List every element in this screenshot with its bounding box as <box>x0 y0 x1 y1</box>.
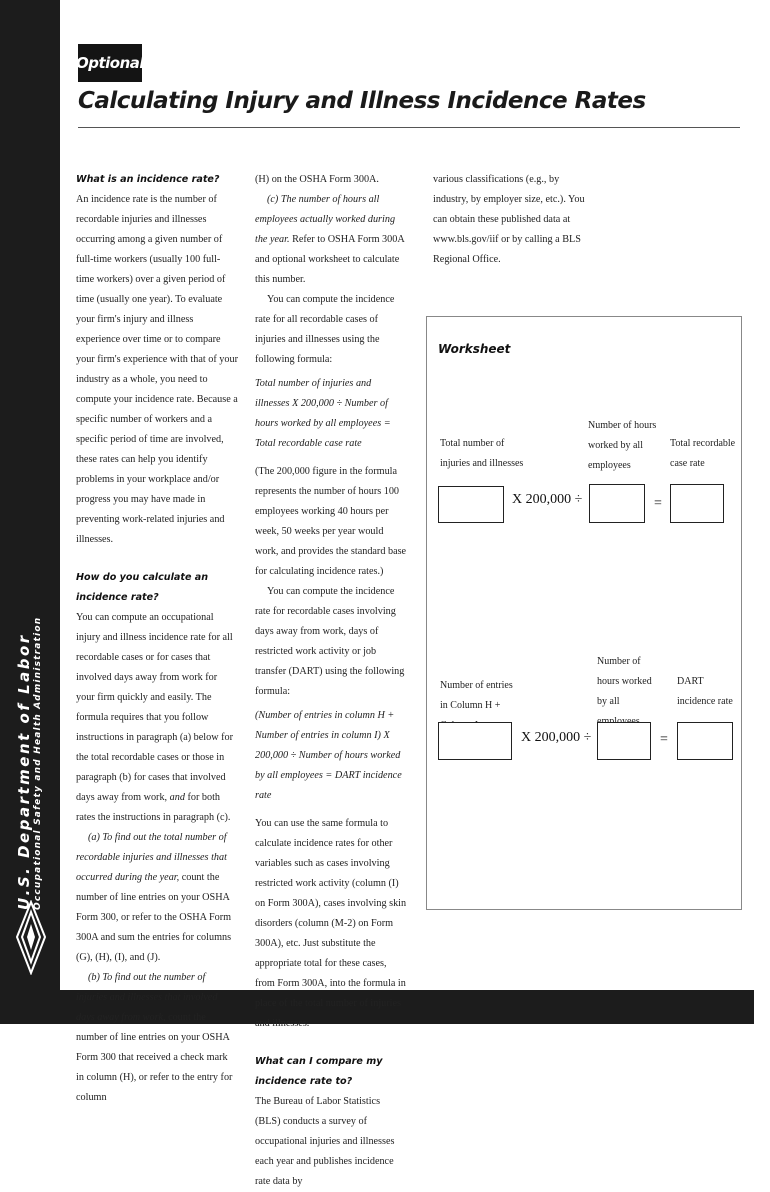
column-3 <box>433 170 593 270</box>
equals-operator: = <box>660 732 668 747</box>
entries-h-i-input[interactable] <box>438 722 512 760</box>
text: for both rates the instructions in paragraph (c). <box>76 792 231 823</box>
heading-compare: What can I compare my incidence rate to? <box>255 1056 383 1087</box>
text: You can compute an occupational injury and illness incidence rate for all recordable cases or for cases that involved days away from work for your firm quickly and easily. The formula requires that you follow instructions in paragraph (a) below for the total recordable cases or those in paragraph (b) for cases that involved days away from work, <box>76 612 234 803</box>
hours-worked-input[interactable] <box>589 484 645 523</box>
label-total-injuries: Total number of injuries and illnesses <box>440 438 524 469</box>
hours-worked-input[interactable] <box>597 722 651 760</box>
column-1 <box>76 170 238 1108</box>
formula-total-rate <box>255 374 407 454</box>
formula-text: Total number of injuries and illnesses X 200,000 ÷ Number of hours worked by all employees = Total recordable case rate <box>255 378 391 449</box>
formula-dart-rate <box>255 706 407 806</box>
paragraph-formula-intro: You can compute the incidence rate for all recordable cases of injuries and illnesses using the following formula: <box>255 294 395 365</box>
emphasis: and <box>169 792 185 803</box>
text: Refer to OSHA Form 300A and optional worksheet to calculate this number. <box>255 234 405 285</box>
agency-sidebar <box>0 0 60 1024</box>
paragraph-a <box>76 828 238 968</box>
paragraph-b <box>76 968 238 1108</box>
emphasis: (a) To find out the total number of recordable injuries and illnesses that occurred during the year, <box>76 832 227 883</box>
label-dart-rate: DART incidence rate <box>677 676 733 707</box>
paragraph-200000: (The 200,000 figure in the formula represents the number of hours 100 employees working 40 hours per week, 50 weeks per year would work, and provides the standard base for calculating incidence rates.) <box>255 466 407 577</box>
worksheet-panel <box>426 316 742 910</box>
emphasis: (b) To find out the number of injuries and illnesses that involved days away from work, <box>76 972 218 1023</box>
label-hours-worked: Number of hours worked by all <box>597 656 652 707</box>
paragraph-bls: The Bureau of Labor Statistics (BLS) conducts a survey of occupational injuries and illnesses each year and publishes incidence rate data by <box>255 1096 395 1187</box>
paragraph-how-calculate <box>76 608 238 828</box>
paragraph-dart-intro: You can compute the incidence rate for recordable cases involving days away from work, days of restricted work activity or job transfer (DART) using the following formula: <box>255 586 405 697</box>
page-title: Calculating Injury and Illness Incidence Rates <box>78 88 646 114</box>
text: count the number of line entries on your OSHA Form 300, or refer to the OSHA Form 300A and sum the entries for columns (G), (H), (I), and (J). <box>76 872 232 963</box>
label-entries-h-i: Number of entries in Column H + <box>440 680 513 711</box>
text: count the number of line entries on your OSHA Form 300 that received a check mark in column (H), or refer to the entry for column <box>76 1012 233 1103</box>
heading-what-is: What is an incidence rate? <box>76 174 220 185</box>
worksheet-title: Worksheet <box>438 342 511 356</box>
label-total-recordable-rate: Total recordable case rate <box>670 438 736 469</box>
multiply-divide-operator: X 200,000 ÷ <box>521 730 592 745</box>
formula-text: (Number of entries in column H + Number of entries in column I) X 200,000 ÷ Number of hours worked by all employees = DART incidence rate <box>255 710 402 801</box>
emphasis: (c) The number of hours all employees actually worked during the year. <box>255 194 396 245</box>
title-divider <box>78 127 740 128</box>
optional-tag: Optional <box>78 44 142 82</box>
multiply-divide-operator: X 200,000 ÷ <box>512 492 583 507</box>
label-hours-worked: Number of hours worked by all employees <box>588 420 657 471</box>
column-2 <box>255 170 407 1192</box>
paragraph-other-variables: You can use the same formula to calculate incidence rates for other variables such as cases involving restricted work activity (column (I) on Form 300A), cases involving skin disorders (column (M-2) on Form 300A), etc. Just substitute the appropriate total for these cases, from Form 300A, into the formula in place of the total number of injuries and illnesses. <box>255 818 407 1029</box>
dart-rate-input[interactable] <box>677 722 733 760</box>
paragraph-c <box>255 190 407 290</box>
total-recordable-rate-input[interactable] <box>670 484 724 523</box>
paragraph-form-ref: (H) on the OSHA Form 300A. <box>255 174 379 185</box>
paragraph-bls-continued: various classifications (e.g., by industry, by employer size, etc.). You can obtain these published data at www.bls.gov/iif or by calling a BLS Regional Office. <box>433 174 585 265</box>
equals-operator: = <box>654 496 662 511</box>
paragraph-definition: An incidence rate is the number of recordable injuries and illnesses occurring among a given number of full-time workers (usually 100 full-time workers) over a given period of time (usually one year). To evaluate your firm's injury and illness experience over time or to compare your firm's experience with that of your industry as a whole, you need to compute your incidence rate. Because a specific number of workers and a specific period of time are involved, these rates can help you identify problems in your workplace and/or progress you may have made in preventing work-related injuries and illnesses. <box>76 194 238 545</box>
osha-logo-icon <box>16 900 46 975</box>
heading-how-calculate: How do you calculate an incidence rate? <box>76 572 209 603</box>
agency-name <box>16 550 44 910</box>
total-injuries-input[interactable] <box>438 486 504 523</box>
department-name: U.S. Department of Labor <box>15 633 34 910</box>
administration-name: Occupational Safety and Health Administration <box>33 616 44 910</box>
